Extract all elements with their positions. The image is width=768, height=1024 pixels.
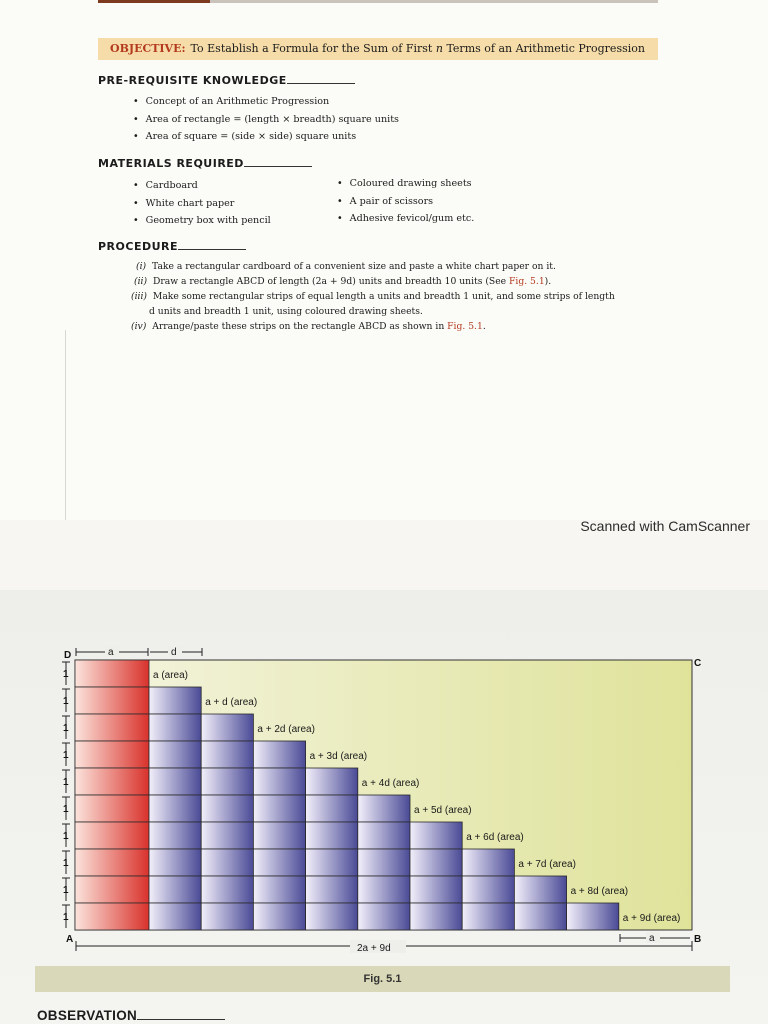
red-strip-a [75, 903, 149, 930]
observation-heading-text: OBSERVATION [37, 1008, 138, 1023]
list-item: • White chart paper [133, 195, 271, 213]
purple-strip-d [253, 876, 305, 903]
purple-strip-d [567, 903, 619, 930]
purple-strip-d [201, 876, 253, 903]
objective-n: n [435, 42, 443, 55]
purple-strip-d [306, 849, 358, 876]
procedure-step [128, 319, 673, 334]
purple-strip-d [149, 768, 201, 795]
bottom-photo-page [0, 590, 768, 1024]
top-dimension-d [150, 646, 202, 658]
heading-underline [137, 1019, 225, 1020]
red-strip-a [75, 741, 149, 768]
side-unit-label: 1 [63, 696, 69, 707]
purple-strip-d [149, 741, 201, 768]
step-text: Take a rectangular cardboard of a convenient size and paste a white chart paper on it. [152, 261, 556, 272]
purple-strip-d [514, 876, 566, 903]
corner-label-c: C [694, 658, 702, 669]
heading-underline [244, 166, 312, 167]
objective-label: OBJECTIVE: [110, 42, 186, 55]
objective-text-before: To Establish a Formula for the Sum of First [190, 42, 433, 55]
purple-strip-d [201, 714, 253, 741]
bottom-dimension [76, 940, 692, 954]
procedure-step [128, 289, 673, 319]
strip-area-label: a + 2d (area) [257, 724, 315, 735]
procedure-heading-text: PROCEDURE [98, 240, 179, 253]
top-dimension-a [76, 646, 148, 658]
purple-strip-d [149, 903, 201, 930]
purple-strip-d [462, 876, 514, 903]
prerequisite-heading-text: PRE-REQUISITE KNOWLEDGE [98, 74, 287, 87]
purple-strip-d [201, 822, 253, 849]
purple-strip-d [201, 903, 253, 930]
side-unit-markers [62, 662, 70, 928]
purple-strip-d [253, 849, 305, 876]
procedure-heading [98, 240, 246, 253]
purple-strip-d [410, 822, 462, 849]
purple-strip-d [201, 768, 253, 795]
step-number: (iii) [131, 291, 147, 302]
list-item: • Area of rectangle = (length × breadth) square units [133, 111, 399, 129]
side-unit-label: 1 [63, 912, 69, 923]
side-unit-label: 1 [63, 858, 69, 869]
step-text-continuation: d units and breadth 1 unit, using coloured drawing sheets. [149, 306, 423, 317]
figure-reference: Fig. 5.1 [447, 321, 483, 332]
purple-strip-d [149, 795, 201, 822]
purple-strip-d [149, 876, 201, 903]
purple-strip-d [306, 876, 358, 903]
top-label-d: d [171, 647, 177, 658]
corner-label-d: D [64, 650, 72, 661]
purple-strip-d [410, 876, 462, 903]
list-item: • Geometry box with pencil [133, 212, 271, 230]
heading-underline [178, 249, 246, 250]
step-number: (iv) [131, 321, 147, 332]
red-strip-a [75, 849, 149, 876]
materials-heading [98, 157, 312, 170]
top-border-rule [98, 0, 658, 3]
step-text-end: . [482, 321, 486, 332]
procedure-step [128, 259, 673, 274]
strip-area-label: a + d (area) [205, 697, 258, 708]
corner-label-b: B [694, 934, 702, 945]
purple-strip-d [201, 849, 253, 876]
purple-strip-d [253, 903, 305, 930]
side-unit-label: 1 [63, 669, 69, 680]
purple-strip-d [149, 714, 201, 741]
red-strip-a [75, 687, 149, 714]
camscanner-watermark: Scanned with CamScanner [580, 518, 750, 534]
corner-label-a: A [66, 934, 74, 945]
materials-list-right [337, 175, 474, 228]
side-unit-label: 1 [63, 777, 69, 788]
list-item: • Adhesive fevicol/gum etc. [337, 210, 474, 228]
purple-strip-d [306, 768, 358, 795]
strip-area-label: a + 4d (area) [361, 778, 420, 789]
strip-area-label: a + 8d (area) [570, 886, 629, 897]
prerequisite-heading [98, 74, 355, 87]
red-strip-a [75, 795, 149, 822]
purple-strip-d [358, 876, 410, 903]
strip-area-label: a + 9d (area) [622, 913, 681, 924]
side-unit-label: 1 [63, 723, 69, 734]
procedure-steps [128, 259, 673, 334]
purple-strip-d [149, 687, 201, 714]
figure-caption: Fig. 5.1 [363, 973, 402, 985]
red-strip-a [75, 876, 149, 903]
step-text-end: ). [544, 276, 552, 287]
purple-strip-d [253, 768, 305, 795]
purple-strip-d [253, 741, 305, 768]
list-item: • Area of square = (side × side) square units [133, 128, 399, 146]
step-text: Draw a rectangle ABCD of length (2a + 9d) units and breadth 10 units (See [152, 276, 510, 287]
strip-area-label: a + 6d (area) [466, 832, 524, 843]
step-number: (i) [136, 261, 147, 272]
side-unit-label: 1 [63, 804, 69, 815]
purple-strip-d [358, 822, 410, 849]
side-unit-label: 1 [63, 885, 69, 896]
purple-strip-d [462, 903, 514, 930]
list-item: • A pair of scissors [337, 193, 474, 211]
procedure-step [128, 274, 673, 289]
purple-strip-d [410, 849, 462, 876]
purple-strip-d [306, 822, 358, 849]
red-strip-a [75, 822, 149, 849]
list-item: • Concept of an Arithmetic Progression [133, 93, 399, 111]
strip-area-label: a + 7d (area) [518, 859, 576, 870]
red-strip-a [75, 768, 149, 795]
purple-strip-d [253, 822, 305, 849]
top-label-a: a [108, 647, 114, 658]
purple-strip-d [410, 903, 462, 930]
list-item: • Coloured drawing sheets [337, 175, 474, 193]
step-text: Make some rectangular strips of equal length a units and breadth 1 unit, and some strips of length [152, 291, 615, 302]
bottom-right-a-dimension [620, 932, 690, 944]
red-strip-a [75, 660, 149, 687]
prerequisite-list [133, 93, 399, 146]
bottom-right-label-a: a [649, 933, 655, 944]
list-item: • Cardboard [133, 177, 271, 195]
purple-strip-d [149, 822, 201, 849]
purple-strip-d [253, 795, 305, 822]
page-margin-line [65, 330, 66, 520]
bottom-dimension-label: 2a + 9d [357, 943, 391, 954]
objective-banner [98, 38, 658, 60]
purple-strip-d [201, 741, 253, 768]
purple-strip-d [149, 849, 201, 876]
purple-strip-d [358, 849, 410, 876]
figure-caption-bar [35, 966, 730, 992]
purple-strip-d [358, 903, 410, 930]
materials-list-left [133, 177, 271, 230]
strip-area-label: a (area) [153, 670, 189, 681]
observation-heading [37, 1008, 225, 1023]
materials-heading-text: MATERIALS REQUIRED [98, 157, 244, 170]
figure-5-1 [0, 590, 768, 962]
purple-strip-d [514, 903, 566, 930]
purple-strip-d [462, 849, 514, 876]
purple-strip-d [201, 795, 253, 822]
side-unit-label: 1 [63, 831, 69, 842]
purple-strip-d [306, 903, 358, 930]
purple-strip-d [306, 795, 358, 822]
side-unit-label: 1 [63, 750, 69, 761]
step-text: Arrange/paste these strips on the rectangle ABCD as shown in [152, 321, 448, 332]
step-number: (ii) [134, 276, 148, 287]
red-strip-a [75, 714, 149, 741]
purple-strip-d [358, 795, 410, 822]
figure-reference: Fig. 5.1 [509, 276, 545, 287]
heading-underline [287, 83, 355, 84]
strip-area-label: a + 5d (area) [414, 805, 472, 816]
objective-text-after: Terms of an Arithmetic Progression [446, 42, 645, 55]
strip-area-label: a + 3d (area) [309, 751, 368, 762]
